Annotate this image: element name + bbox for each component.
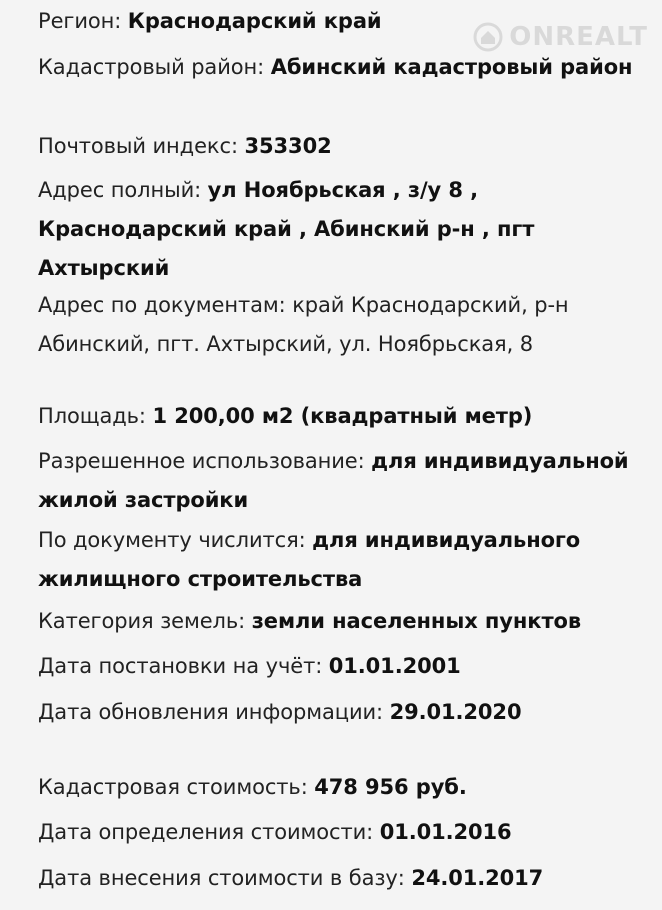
field-entry-date bbox=[38, 859, 643, 898]
field-region-label: Регион: bbox=[38, 9, 122, 33]
field-postal-code-value: 353302 bbox=[244, 134, 332, 158]
field-registration-date bbox=[38, 647, 643, 686]
field-land-category bbox=[38, 602, 643, 641]
field-entry-date-label: Дата внесения стоимости в базу: bbox=[38, 866, 405, 890]
field-cadastral-district-value: Абинский кадастровый район bbox=[270, 55, 633, 79]
field-registration-date-label: Дата постановки на учёт: bbox=[38, 654, 323, 678]
field-permitted-use-label: Разрешенное использование: bbox=[38, 449, 365, 473]
field-document-listed bbox=[38, 521, 643, 599]
field-document-listed-label: По документу числится: bbox=[38, 528, 306, 552]
field-cadastral-district-label: Кадастровый район: bbox=[38, 55, 265, 79]
field-update-date-value: 29.01.2020 bbox=[389, 700, 522, 724]
field-full-address-label: Адрес полный: bbox=[38, 178, 202, 202]
field-area-value: 1 200,00 м2 (квадратный метр) bbox=[152, 404, 533, 428]
field-area-label: Площадь: bbox=[38, 404, 146, 428]
field-cadastral-value bbox=[38, 768, 643, 807]
field-document-address-label: Адрес по документам: bbox=[38, 293, 286, 317]
field-valuation-date-label: Дата определения стоимости: bbox=[38, 820, 374, 844]
field-region-value: Краснодарский край bbox=[127, 9, 382, 33]
field-registration-date-value: 01.01.2001 bbox=[328, 654, 461, 678]
field-area bbox=[38, 397, 643, 436]
field-postal-code bbox=[38, 127, 643, 166]
field-postal-code-label: Почтовый индекс: bbox=[38, 134, 238, 158]
field-cadastral-district bbox=[38, 48, 643, 87]
field-document-listed-value: для индивидуального жилищного строительства bbox=[38, 528, 581, 591]
field-land-category-value: земли населенных пунктов bbox=[251, 609, 582, 633]
field-permitted-use-value: для индивидуальной жилой застройки bbox=[38, 449, 629, 512]
field-cadastral-value-label: Кадастровая стоимость: bbox=[38, 775, 308, 799]
field-cadastral-value-value: 478 956 руб. bbox=[314, 775, 467, 799]
field-document-address bbox=[38, 286, 643, 364]
field-permitted-use bbox=[38, 442, 643, 520]
field-document-address-value: край Краснодарский, р-н Абинский, пгт. Ахтырский, ул. Ноябрьская, 8 bbox=[38, 293, 569, 356]
field-land-category-label: Категория земель: bbox=[38, 609, 246, 633]
field-region bbox=[38, 2, 643, 41]
field-valuation-date-value: 01.01.2016 bbox=[379, 820, 512, 844]
field-valuation-date bbox=[38, 813, 643, 852]
field-update-date bbox=[38, 693, 643, 732]
watermark-text: ONREALT bbox=[509, 22, 648, 52]
field-entry-date-value: 24.01.2017 bbox=[411, 866, 544, 890]
field-full-address bbox=[38, 171, 643, 288]
field-full-address-value: ул Ноябрьская , з/у 8 , Краснодарский край , Абинский р-н , пгт Ахтырский bbox=[38, 178, 535, 280]
field-update-date-label: Дата обновления информации: bbox=[38, 700, 384, 724]
